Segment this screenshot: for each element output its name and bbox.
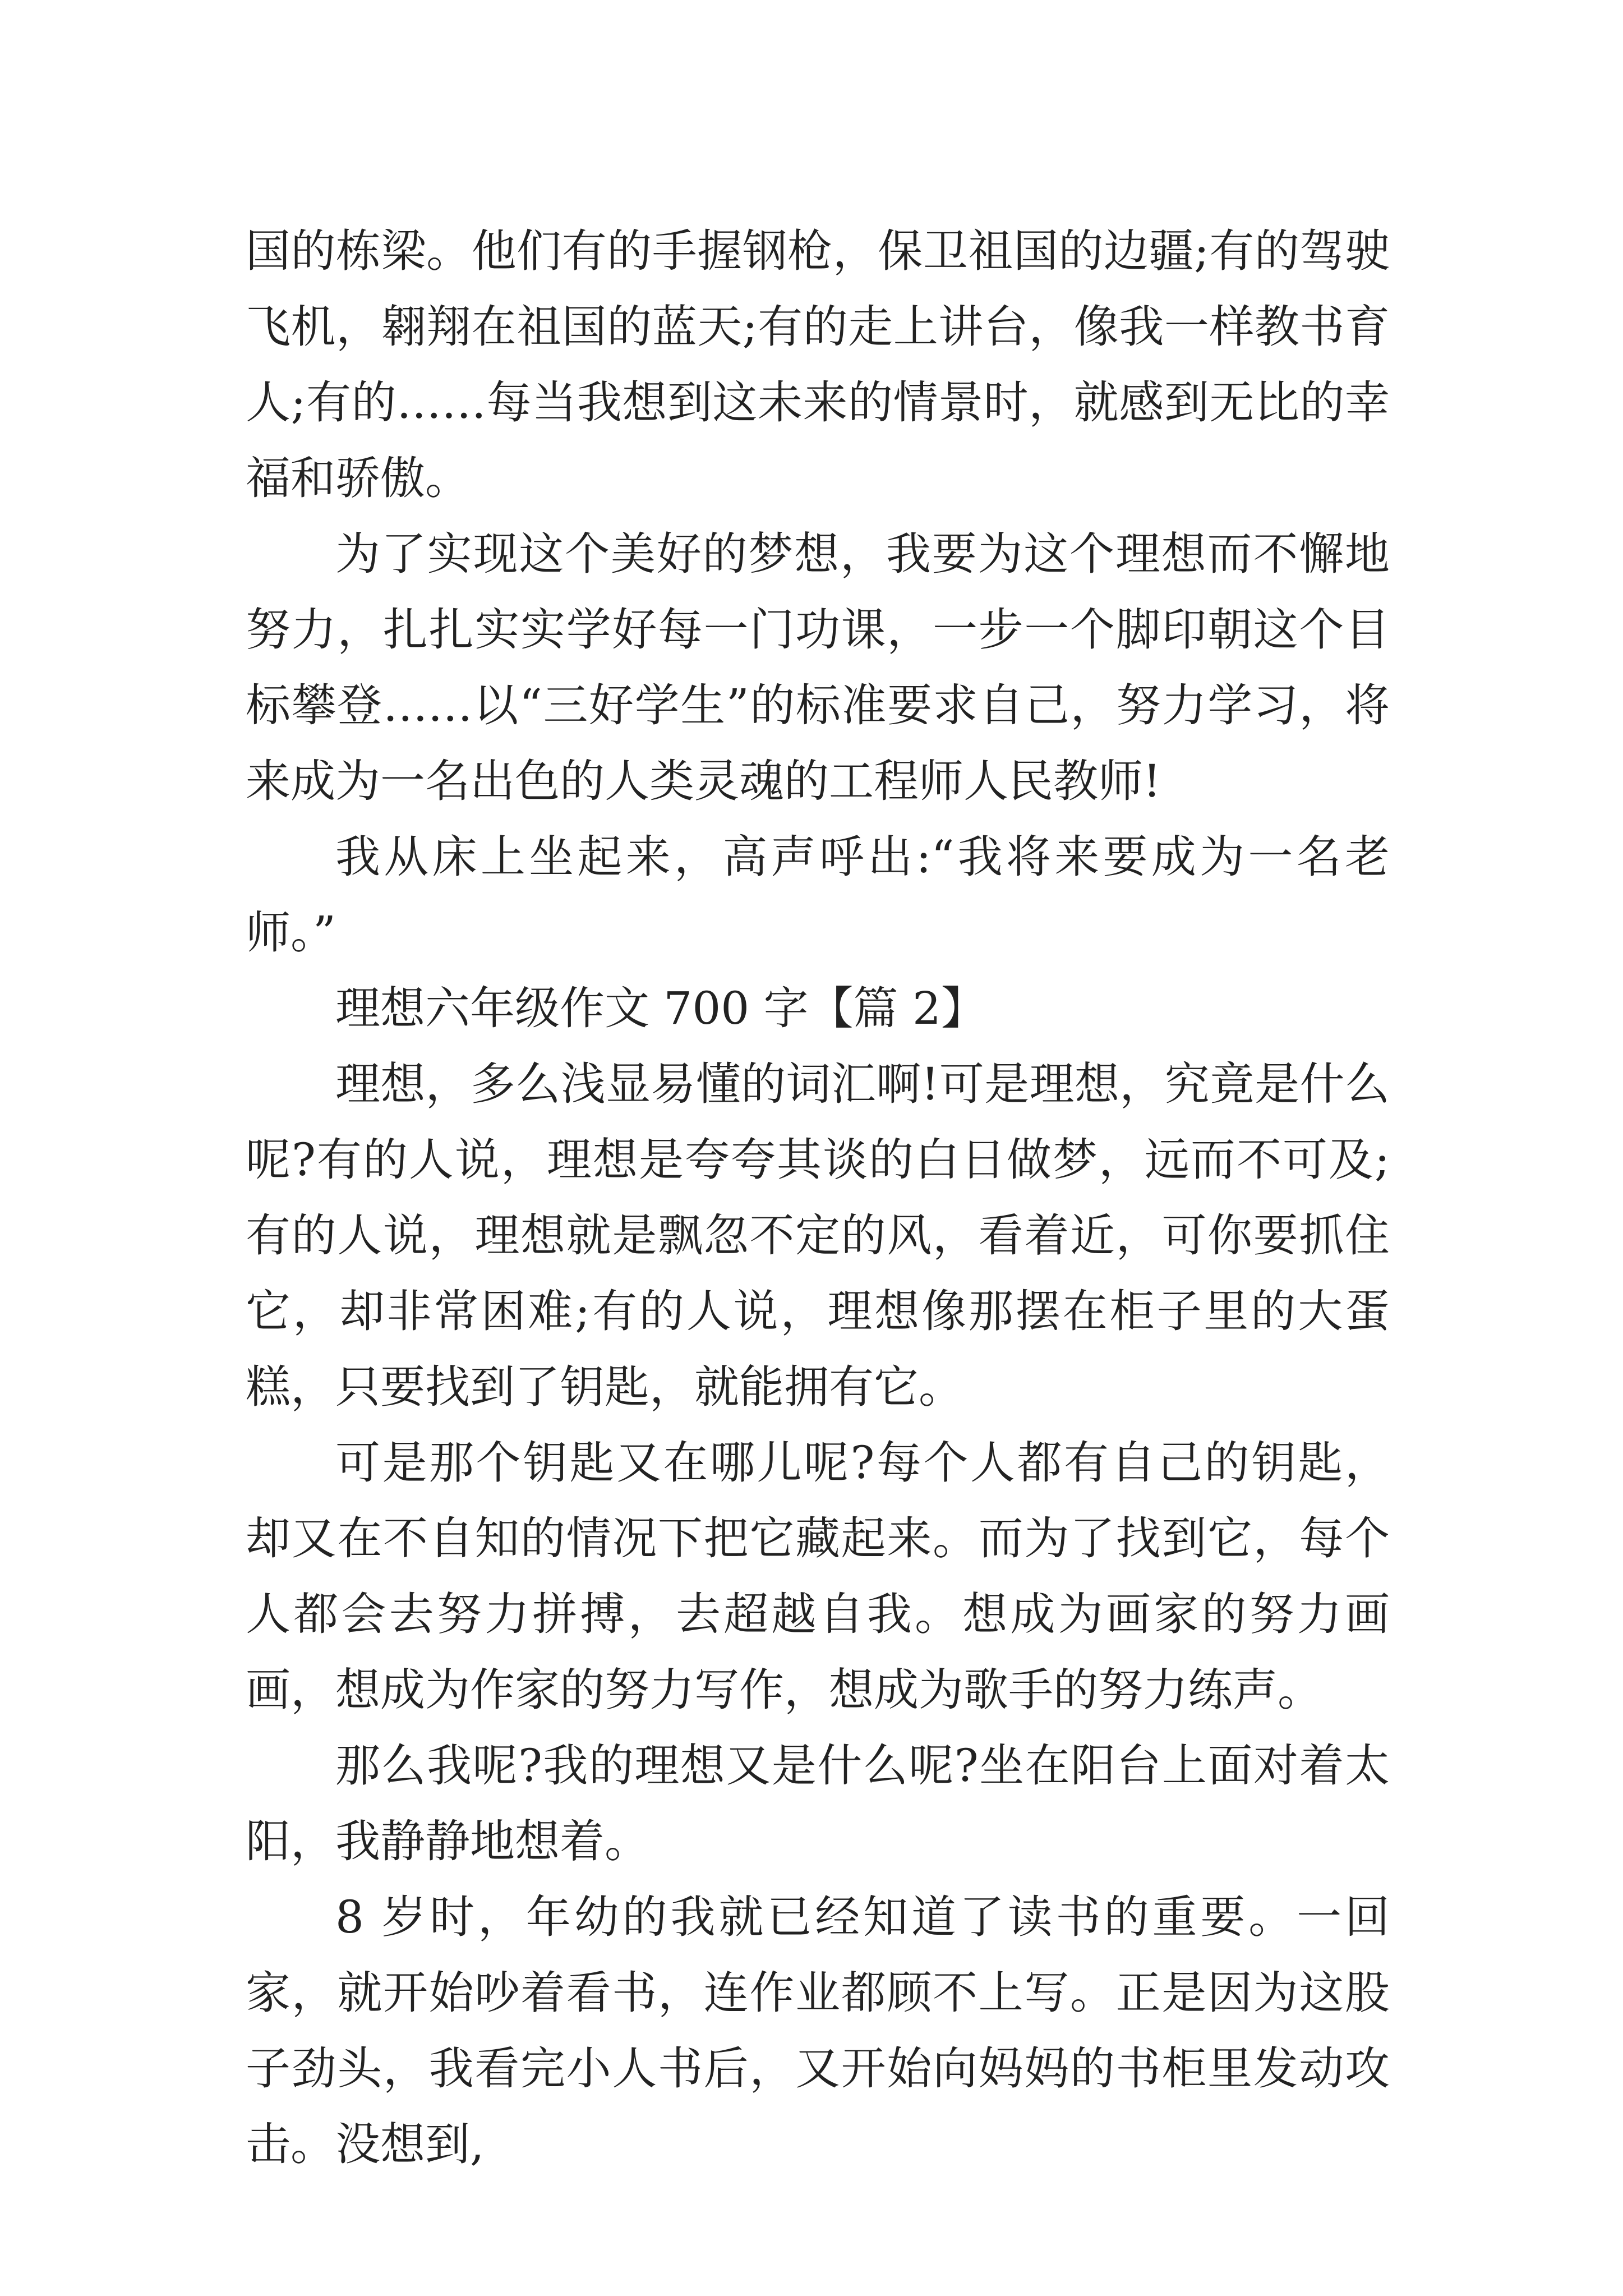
paragraph-3: 我从床上坐起来，高声呼出:“我将来要成为一名老师。” — [246, 831, 1390, 959]
paragraph-7: 那么我呢?我的理想又是什么呢?坐在阳台上面对着太阳，我静静地想着。 — [246, 1740, 1390, 1867]
paragraph-8: 8 岁时，年幼的我就已经知道了读书的重要。一回家，就开始吵着看书，连作业都顾不上写。正是因为这股子劲头，我看完小人书后，又开始向妈妈的书柜里发动攻击。没想到, — [246, 1891, 1390, 2170]
paragraph-2: 为了实现这个美好的梦想，我要为这个理想而不懈地努力，扎扎实实学好每一门功课，一步一个脚印朝这个目标攀登……以“三好学生”的标准要求自己，努力学习，将来成为一名出色的人类灵魂的工程师人民教师! — [246, 528, 1390, 807]
paragraph-6: 可是那个钥匙又在哪儿呢?每个人都有自己的钥匙，却又在不自知的情况下把它藏起来。而为了找到它，每个人都会去努力拼搏，去超越自我。想成为画家的努力画画，想成为作家的努力写作，想成为歌手的努力练声。 — [246, 1437, 1390, 1716]
paragraph-5: 理想，多么浅显易懂的词汇啊!可是理想，究竟是什么呢?有的人说，理想是夸夸其谈的白日做梦，远而不可及;有的人说，理想就是飘忽不定的风，看着近，可你要抓住它，却非常困难;有的人说，理想像那摆在柜子里的大蛋糕，只要找到了钥匙，就能拥有它。 — [246, 1058, 1390, 1413]
paragraph-1: 国的栋梁。他们有的手握钢枪，保卫祖国的边疆;有的驾驶飞机，翱翔在祖国的蓝天;有的走上讲台，像我一样教书育人;有的……每当我想到这未来的情景时，就感到无比的幸福和骄傲。 — [246, 225, 1390, 504]
section-heading: 理想六年级作文 700 字【篇 2】 — [335, 982, 986, 1034]
document-body — [246, 213, 1390, 2182]
